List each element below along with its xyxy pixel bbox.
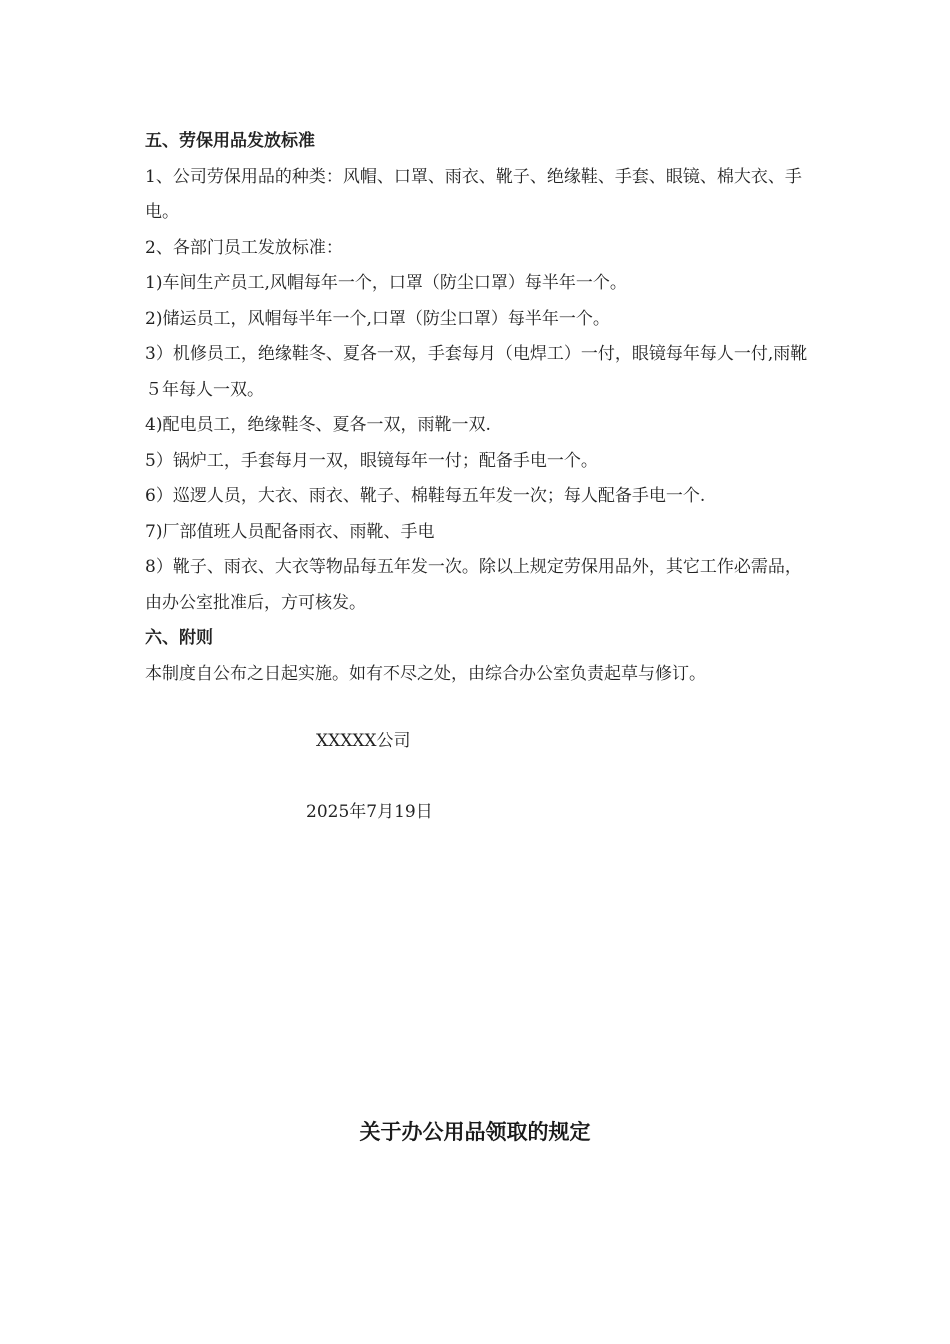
document-body [145,124,810,692]
signature-company: XXXXX公司 [316,731,411,751]
paragraph-sub-1: 1)车间生产员工,风帽每年一个，口罩（防尘口罩）每半年一个。 [145,273,627,293]
next-document-title: 关于办公用品领取的规定 [359,1119,591,1144]
paragraph-sub-3: 3）机修员工，绝缘鞋冬、夏各一双，手套每月（电焊工）一付，眼镜每年每人一付,雨靴５年每人一双。 [145,344,808,400]
section-heading-5: 五、劳保用品发放标准 [145,131,315,151]
paragraph-sub-2: 2)储运员工，风帽每半年一个,口罩（防尘口罩）每半年一个。 [145,308,610,329]
paragraph-sub-5: 5）锅炉工，手套每月一双，眼镜每年一付；配备手电一个。 [145,450,598,471]
paragraph-appendix: 本制度自公布之日起实施。如有不尽之处，由综合办公室负责起草与修订。 [145,663,706,684]
signature-date: 2025年7月19日 [306,802,433,822]
paragraph-sub-8: 8）靴子、雨衣、大衣等物品每五年发一次。除以上规定劳保用品外，其它工作必需品，由办公室批准后，方可核发。 [145,557,802,613]
paragraph-item-2: 2、各部门员工发放标准： [145,237,343,258]
paragraph-sub-6: 6）巡逻人员，大衣、雨衣、靴子、棉鞋每五年发一次；每人配备手电一个. [145,486,706,506]
paragraph-sub-4: 4)配电员工，绝缘鞋冬、夏各一双，雨靴一双. [145,415,491,435]
paragraph-item-1: 1、公司劳保用品的种类：风帽、口罩、雨衣、靴子、绝缘鞋、手套、眼镜、棉大衣、手电。 [145,166,802,222]
paragraph-sub-7: 7)厂部值班人员配备雨衣、雨靴、手电 [145,521,435,542]
section-heading-6: 六、附则 [145,628,213,648]
